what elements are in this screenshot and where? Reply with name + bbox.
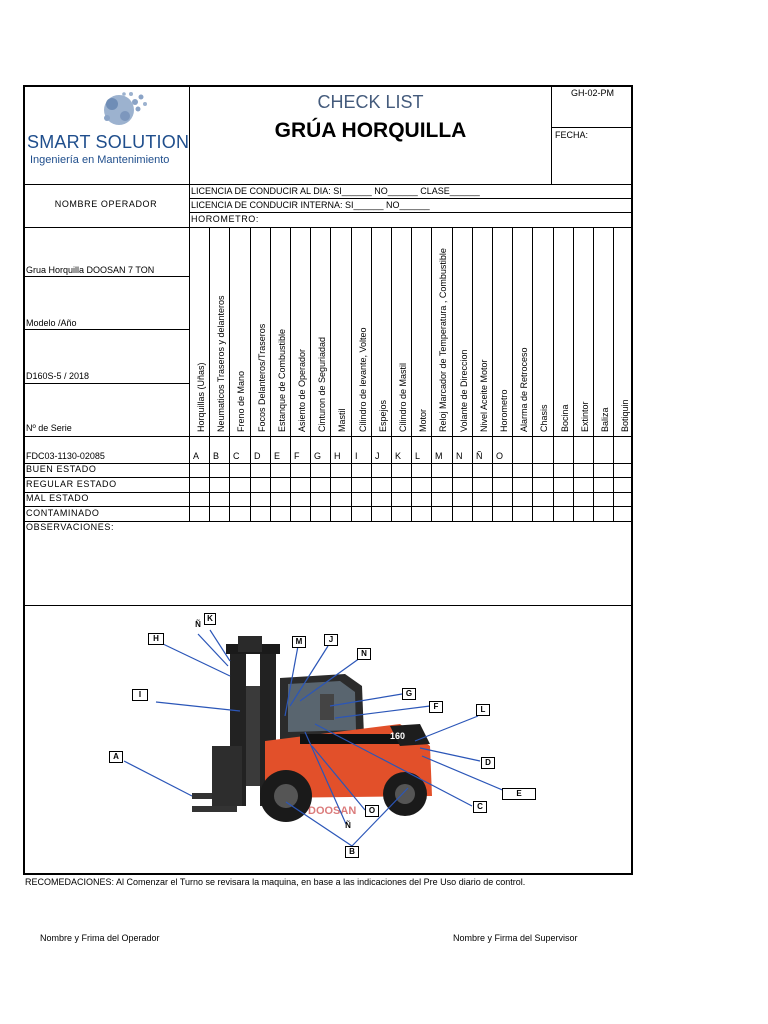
status-check-cell[interactable] [574, 493, 593, 506]
item-letter: Ñ [476, 451, 483, 461]
status-check-cell[interactable] [291, 493, 310, 506]
status-check-cell[interactable] [271, 493, 290, 506]
item-letter: M [435, 451, 443, 461]
status-check-cell[interactable] [614, 478, 633, 491]
status-check-cell[interactable] [432, 493, 451, 506]
item-column-label: Mastil [337, 408, 347, 432]
item-letter: E [274, 451, 281, 461]
item-column-header [372, 228, 392, 436]
status-check-cell[interactable] [271, 464, 290, 477]
status-check-cell[interactable] [533, 507, 552, 520]
callout-label: D [481, 757, 495, 769]
status-check-cell[interactable] [291, 464, 310, 477]
status-check-cell[interactable] [392, 464, 411, 477]
observaciones-label: OBSERVACIONES: [26, 522, 115, 532]
license-day-field[interactable]: LICENCIA DE CONDUCIR AL DIA: SI______ NO______ CLASE______ [191, 186, 480, 196]
item-column-header [453, 228, 473, 436]
item-letter: D [254, 451, 261, 461]
item-letter: K [395, 451, 402, 461]
status-check-cell[interactable] [493, 493, 512, 506]
item-letter: I [355, 451, 358, 461]
status-check-cell[interactable] [210, 493, 229, 506]
item-letter: B [213, 451, 220, 461]
status-check-cell[interactable] [311, 464, 330, 477]
item-letter: O [496, 451, 504, 461]
status-check-cell[interactable] [412, 493, 431, 506]
status-check-cell[interactable] [513, 464, 532, 477]
item-column-header [614, 228, 634, 436]
status-check-cell[interactable] [190, 493, 209, 506]
callout-label: G [402, 688, 416, 700]
status-check-cell[interactable] [190, 464, 209, 477]
status-check-cell[interactable] [331, 507, 350, 520]
status-row-label: REGULAR ESTADO [26, 479, 117, 489]
operator-signature-label: Nombre y Frima del Operador [40, 933, 160, 943]
status-check-cell[interactable] [291, 507, 310, 520]
item-column-label: Cinturon de Seguriadad [317, 336, 327, 432]
callout-label: J [324, 634, 338, 646]
status-row-label: BUEN ESTADO [26, 464, 97, 474]
status-check-cell[interactable] [230, 507, 249, 520]
status-check-cell[interactable] [372, 493, 391, 506]
item-column-header [251, 228, 271, 436]
item-column-label: Focos Delanteros/Traseros [257, 323, 267, 432]
status-check-cell[interactable] [574, 507, 593, 520]
recommendations-text: RECOMEDACIONES: Al Comenzar el Turno se revisara la maquina, en base a las indicaciones del Pre Uso diario de control. [25, 877, 526, 887]
logo-brand: SMART SOLUTION [27, 132, 190, 152]
item-column-label: Alarma de Retroceso [519, 347, 529, 432]
status-check-cell[interactable] [594, 507, 613, 520]
item-column-header [412, 228, 432, 436]
callout-label: Ñ [195, 620, 201, 629]
status-check-cell[interactable] [493, 507, 512, 520]
form-code: GH-02-PM [570, 88, 614, 98]
status-check-cell[interactable] [271, 478, 290, 491]
item-column-header [554, 228, 574, 436]
status-check-cell[interactable] [432, 464, 451, 477]
status-check-cell[interactable] [392, 507, 411, 520]
status-check-cell[interactable] [372, 507, 391, 520]
status-check-cell[interactable] [291, 478, 310, 491]
item-column-header [190, 228, 210, 436]
status-check-cell[interactable] [372, 464, 391, 477]
callout-label: E [502, 788, 536, 800]
status-check-cell[interactable] [554, 464, 573, 477]
callout-label: Ñ [345, 821, 351, 830]
checklist-subtitle: CHECK LIST [317, 92, 424, 112]
status-check-cell[interactable] [190, 478, 209, 491]
model-label: Modelo /Año [26, 318, 77, 328]
status-check-cell[interactable] [473, 493, 492, 506]
status-check-cell[interactable] [614, 507, 633, 520]
serie-value: FDC03-1130-02085 [26, 451, 105, 461]
item-letter: H [334, 451, 341, 461]
item-column-header [574, 228, 594, 436]
callout-label: F [429, 701, 443, 713]
status-check-cell[interactable] [453, 493, 472, 506]
svg-text:DOOSAN: DOOSAN [308, 805, 357, 817]
status-check-cell[interactable] [554, 507, 573, 520]
forklift-diagram [100, 606, 580, 866]
status-check-cell[interactable] [594, 478, 613, 491]
status-check-cell[interactable] [412, 507, 431, 520]
item-column-label: Chasis [539, 404, 549, 432]
item-column-header [594, 228, 614, 436]
status-check-cell[interactable] [230, 478, 249, 491]
item-letter: L [415, 451, 421, 461]
status-check-cell[interactable] [251, 478, 270, 491]
status-check-cell[interactable] [331, 464, 350, 477]
supervisor-signature-label: Nombre y Firma del Supervisor [453, 933, 578, 943]
callout-label: C [473, 801, 487, 813]
status-check-cell[interactable] [513, 493, 532, 506]
status-check-cell[interactable] [554, 493, 573, 506]
status-check-cell[interactable] [331, 493, 350, 506]
observaciones-field[interactable] [25, 534, 631, 604]
status-check-cell[interactable] [352, 507, 371, 520]
status-check-cell[interactable] [473, 464, 492, 477]
item-column-label: Baliza [600, 407, 610, 432]
item-column-label: Motor [418, 408, 428, 432]
status-check-cell[interactable] [352, 493, 371, 506]
equipment-name: Grua Horquilla DOOSAN 7 TON [26, 265, 155, 275]
fecha-label: FECHA: [555, 130, 589, 140]
status-check-cell[interactable] [210, 507, 229, 520]
status-check-cell[interactable] [412, 464, 431, 477]
status-check-cell[interactable] [473, 507, 492, 520]
status-check-cell[interactable] [432, 507, 451, 520]
callout-label: M [292, 636, 306, 648]
status-check-cell[interactable] [392, 493, 411, 506]
callout-label: I [132, 689, 148, 701]
status-check-cell[interactable] [352, 478, 371, 491]
item-column-header [271, 228, 291, 436]
item-column-label: Freno de Mano [236, 370, 246, 432]
status-check-cell[interactable] [493, 478, 512, 491]
item-column-header [533, 228, 553, 436]
status-check-cell[interactable] [251, 507, 270, 520]
item-column-header [311, 228, 331, 436]
status-check-cell[interactable] [251, 464, 270, 477]
item-column-label: Volante de Direccion [459, 349, 469, 432]
status-check-cell[interactable] [311, 478, 330, 491]
callout-label: H [148, 633, 164, 645]
item-column-header [432, 228, 452, 436]
item-column-label: Extintor [580, 401, 590, 432]
status-check-cell[interactable] [614, 464, 633, 477]
status-row-label: CONTAMINADO [26, 508, 100, 518]
status-check-cell[interactable] [251, 493, 270, 506]
callout-label: K [204, 613, 216, 625]
item-letter: J [375, 451, 380, 461]
status-check-cell[interactable] [453, 478, 472, 491]
item-column-label: Botiquin [620, 399, 630, 432]
item-column-label: Cilindro de levante, Volteo [358, 327, 368, 432]
callout-label: N [357, 648, 371, 660]
item-letter: A [193, 451, 200, 461]
company-logo [27, 88, 190, 182]
item-letter: C [233, 451, 240, 461]
item-column-header [493, 228, 513, 436]
status-check-cell[interactable] [271, 507, 290, 520]
form-title: GRÚA HORQUILLA [274, 119, 467, 142]
item-column-label: Estanque de Combustible [277, 328, 287, 432]
status-check-cell[interactable] [533, 478, 552, 491]
callout-label: A [109, 751, 123, 763]
svg-text:160: 160 [390, 731, 406, 741]
status-check-cell[interactable] [614, 493, 633, 506]
item-column-label: Neumaticos Traseros y delanteros [216, 295, 226, 432]
callout-label: O [365, 805, 379, 817]
status-check-cell[interactable] [372, 478, 391, 491]
operator-name-label: NOMBRE OPERADOR [54, 199, 158, 209]
status-check-cell[interactable] [311, 507, 330, 520]
item-column-header [230, 228, 250, 436]
callout-label: B [345, 846, 359, 858]
status-check-cell[interactable] [594, 464, 613, 477]
status-check-cell[interactable] [230, 464, 249, 477]
status-check-cell[interactable] [453, 507, 472, 520]
item-letter: N [456, 451, 463, 461]
status-check-cell[interactable] [432, 478, 451, 491]
item-column-label: Espejos [378, 399, 388, 432]
logo-tagline: Ingeniería en Mantenimiento [30, 154, 170, 166]
status-check-cell[interactable] [594, 493, 613, 506]
item-column-label: Asiento de Operador [297, 348, 307, 432]
status-check-cell[interactable] [412, 478, 431, 491]
callout-label: L [476, 704, 490, 716]
status-check-cell[interactable] [230, 493, 249, 506]
status-check-cell[interactable] [453, 464, 472, 477]
serie-label: Nº de Serie [26, 423, 72, 433]
status-check-cell[interactable] [210, 464, 229, 477]
item-column-header [291, 228, 311, 436]
item-column-label: Cilindro de Mastil [398, 362, 408, 432]
item-column-label: Reloj Marcador de Temperatura , Combustible [438, 248, 448, 432]
status-check-cell[interactable] [574, 478, 593, 491]
horometro-field[interactable]: HOROMETRO: [191, 214, 259, 224]
status-check-cell[interactable] [554, 478, 573, 491]
item-column-label: Horquillas (Uñas) [196, 362, 206, 432]
status-check-cell[interactable] [513, 478, 532, 491]
status-check-cell[interactable] [190, 507, 209, 520]
status-check-cell[interactable] [533, 493, 552, 506]
item-letter: G [314, 451, 322, 461]
item-column-header [513, 228, 533, 436]
item-column-header [331, 228, 351, 436]
item-letter: F [294, 451, 300, 461]
item-column-header [473, 228, 493, 436]
status-check-cell[interactable] [352, 464, 371, 477]
item-column-label: Bocina [560, 404, 570, 432]
status-check-cell[interactable] [513, 507, 532, 520]
status-check-cell[interactable] [574, 464, 593, 477]
status-check-cell[interactable] [533, 464, 552, 477]
status-check-cell[interactable] [331, 478, 350, 491]
item-column-header [392, 228, 412, 436]
status-check-cell[interactable] [493, 464, 512, 477]
model-value: D160S-5 / 2018 [26, 371, 90, 381]
license-internal-field[interactable]: LICENCIA DE CONDUCIR INTERNA: SI______ NO______ [191, 200, 430, 210]
status-row-label: MAL ESTADO [26, 493, 90, 503]
status-check-cell[interactable] [311, 493, 330, 506]
item-column-label: Horometro [499, 389, 509, 432]
item-column-label: Nivel Aceite Motor [479, 359, 489, 432]
status-check-cell[interactable] [473, 478, 492, 491]
item-column-header [210, 228, 230, 436]
status-check-cell[interactable] [392, 478, 411, 491]
item-column-header [352, 228, 372, 436]
status-check-cell[interactable] [210, 478, 229, 491]
